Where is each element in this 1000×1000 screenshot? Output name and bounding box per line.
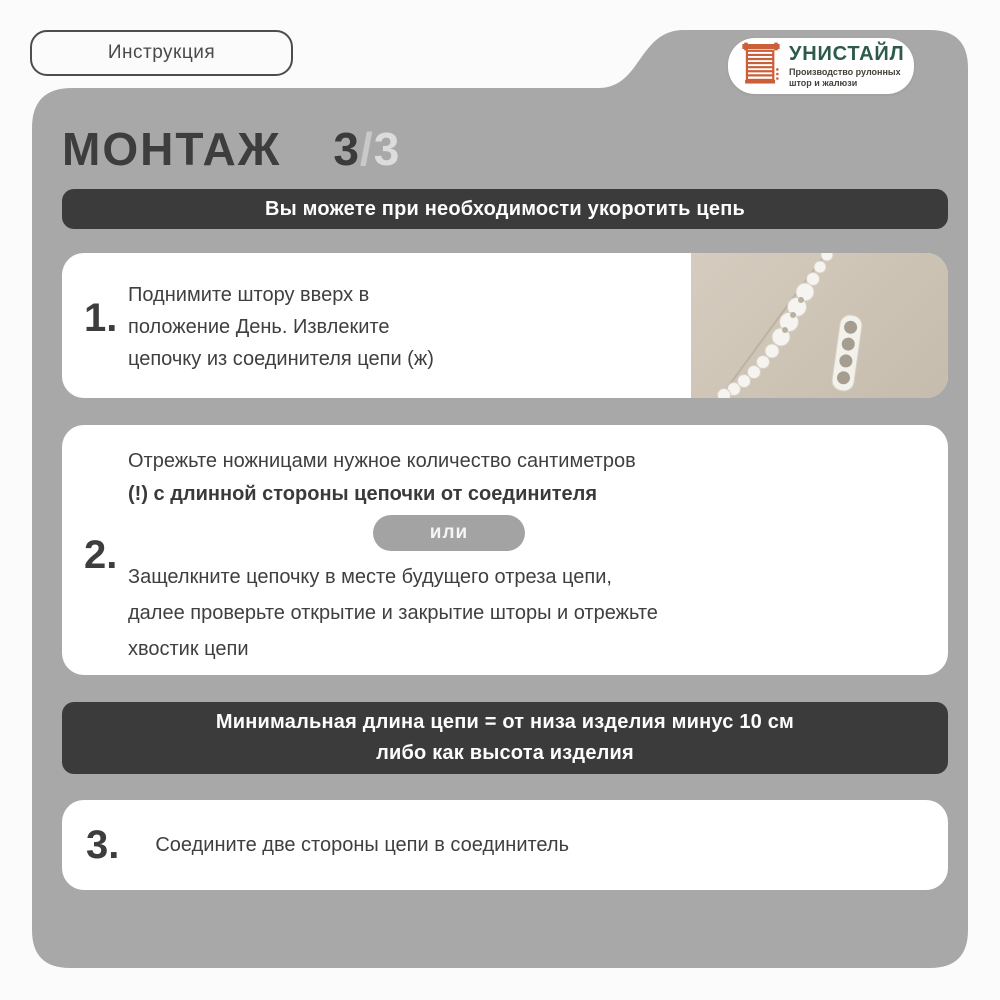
page-indicator-total: 3	[373, 123, 401, 175]
step-2-card	[62, 425, 948, 675]
page-title: МОНТАЖ	[62, 123, 282, 175]
note-banner-min-length: Минимальная длина цепи = от низа изделия минус 10 см либо как высота изделия	[62, 702, 948, 774]
page-indicator-current: 3	[333, 123, 360, 175]
brand-logo	[728, 38, 914, 94]
step-3-text: Соедините две стороны цепи в соединитель	[155, 833, 569, 856]
page-indicator-separator: /	[359, 123, 374, 175]
brand-name: УНИСТАЙЛ	[789, 42, 905, 65]
blinds-icon	[741, 41, 781, 92]
or-divider-pill: или	[373, 515, 525, 551]
section-title-row	[62, 122, 400, 176]
step-3-card	[62, 800, 948, 890]
note-banner-shorten-chain	[62, 189, 948, 229]
instruction-tab-button[interactable]: Инструкция	[30, 30, 293, 76]
step-1-number: 1.	[84, 296, 118, 340]
brand-logo-text	[789, 44, 904, 89]
step-2-option-a-normal: Отрежьте ножницами нужное количество сантиметров	[128, 450, 636, 472]
note-banner-text: Вы можете при необходимости укоротить цепь	[264, 197, 745, 220]
step-2-option-a-bold: (!) с длинной стороны цепочки от соединителя	[128, 483, 598, 505]
step-2-option-a-text	[128, 445, 636, 511]
step-2-number: 2.	[84, 533, 118, 577]
step-1-card	[62, 253, 948, 398]
step-2-option-b-text: Защелкните цепочку в месте будущего отреза цепи, далее проверьте открытие и закрытие шторы и отрежьте хвостик цепи	[128, 566, 658, 660]
page-indicator	[333, 122, 400, 176]
brand-subtitle: Производство рулонных штор и жалюзи	[789, 66, 901, 88]
chain-photo	[691, 253, 948, 398]
step-3-number: 3.	[86, 822, 120, 867]
step-1-text: Поднимите штору вверх в положение День. Извлеките цепочку из соединителя цепи (ж)	[128, 284, 434, 370]
